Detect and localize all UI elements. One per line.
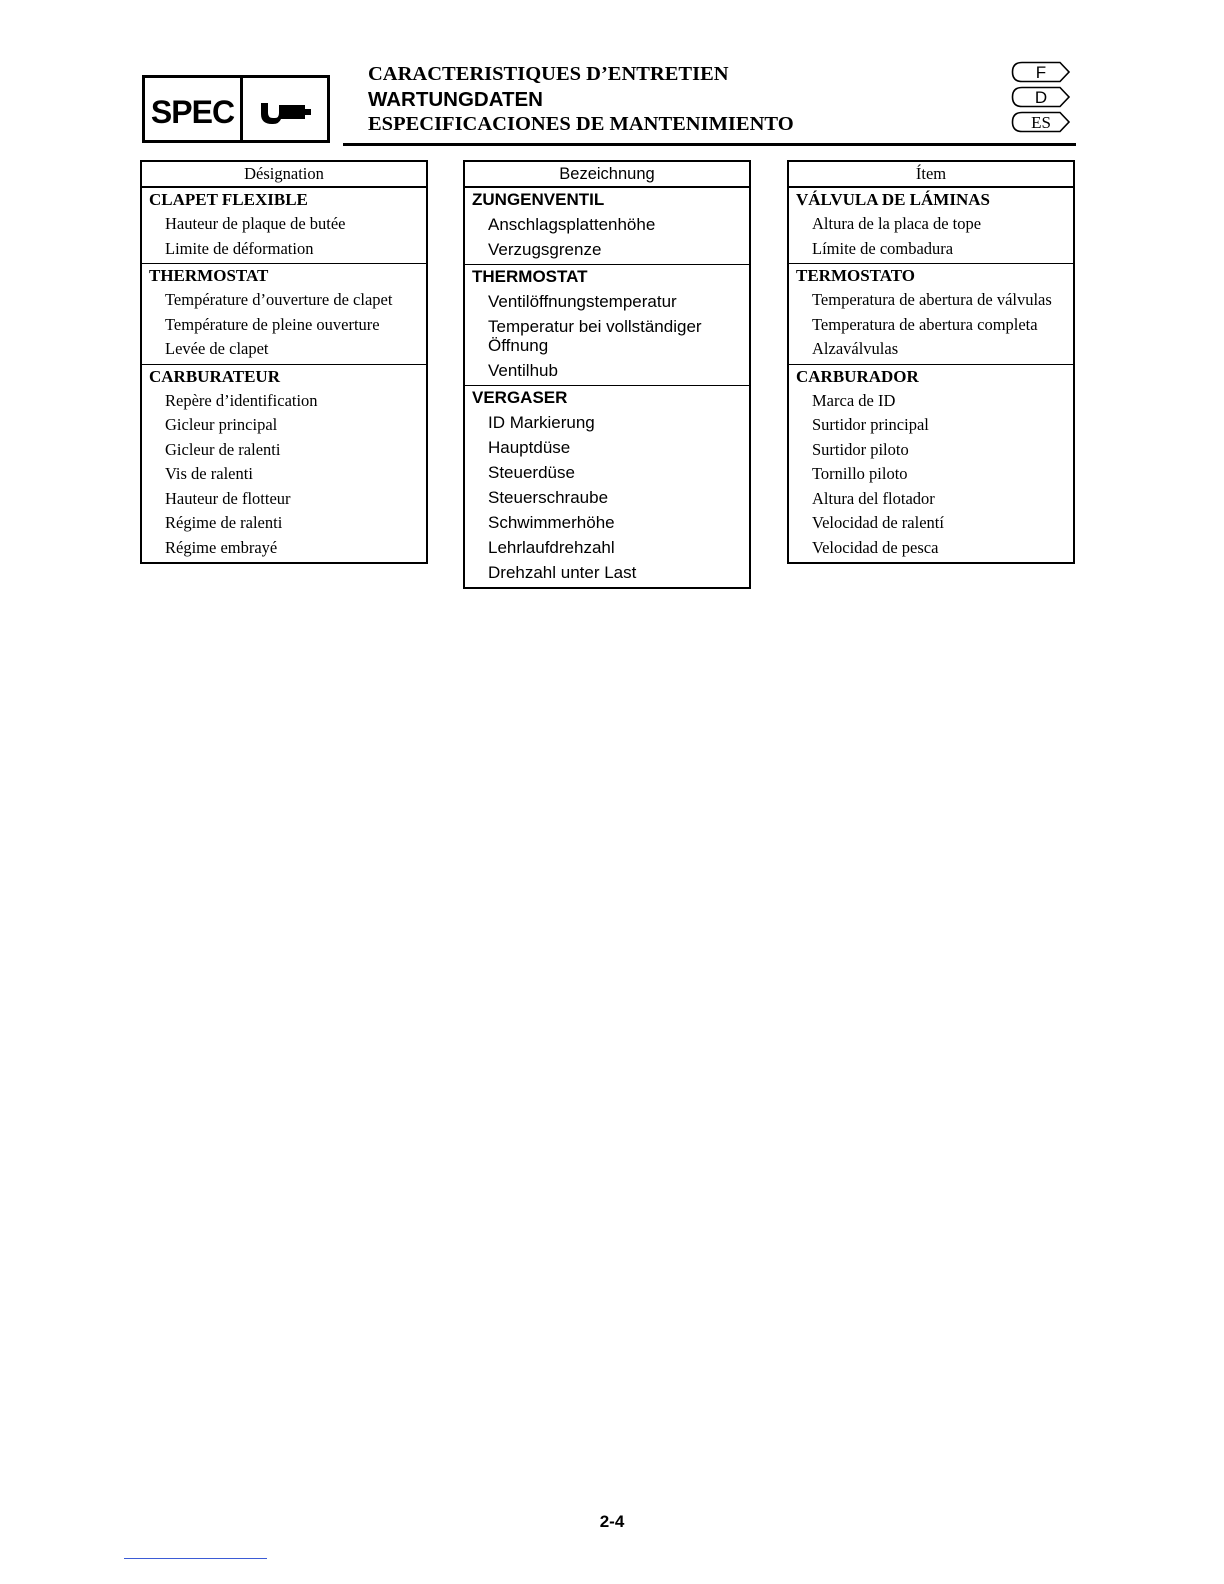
list-item: Régime embrayé [165,537,278,557]
list-item: Surtidor piloto [812,439,909,459]
table-section [789,263,1073,364]
section-title: THERMOSTAT [149,266,269,285]
footer-divider [124,1558,267,1559]
list-item: Gicleur de ralenti [165,439,281,459]
list-item: Gicleur principal [165,415,278,434]
list-item: Ventilhub [488,361,558,380]
list-item: Ventilöffnungstemperatur [488,292,677,311]
list-item: Température d’ouverture de clapet [165,290,393,309]
list-item: Hauptdüse [488,438,571,457]
language-tag-french [1011,61,1071,83]
list-item: Temperatura de abertura de válvulas [812,290,1052,309]
table-section [789,188,1073,263]
list-item: Altura de la placa de tope [812,214,982,233]
table-french [140,160,428,564]
table-header: Ítem [789,162,1073,188]
list-item: Repère d’identification [165,390,318,410]
section-title: ZUNGENVENTIL [472,190,605,209]
table-section [142,263,426,364]
table-spanish [787,160,1075,564]
list-item: Lehrlaufdrehzahl [488,538,615,557]
spec-badge [142,75,330,143]
list-item: Steuerschraube [488,488,609,507]
title-german: WARTUNGDATEN [368,88,543,111]
header-divider [343,143,1076,146]
feeler-gauge-icon [243,78,327,140]
list-item: Alzaválvulas [812,339,899,358]
language-tag-german [1011,86,1071,108]
page-titles [368,62,794,137]
list-item: Limite de déformation [165,238,314,258]
section-title: VÁLVULA DE LÁMINAS [796,190,990,209]
table-header: Désignation [142,162,426,188]
title-spanish: ESPECIFICACIONES DE MANTENIMIENTO [368,113,794,135]
list-item: Verzugsgrenze [488,240,602,259]
list-item: Schwimmerhöhe [488,513,615,532]
table-section [142,364,426,563]
list-item: Température de pleine ouverture [165,314,380,334]
table-section [142,188,426,263]
table-section [465,188,749,264]
language-tag-spanish-label: ES [1031,113,1051,132]
table-german [463,160,751,589]
list-item: Drehzahl unter Last [488,563,637,582]
list-item: Marca de ID [812,390,896,410]
spec-label: SPEC [145,78,243,140]
language-tags [1011,61,1071,136]
list-item: Velocidad de pesca [812,537,939,557]
section-title: CLAPET FLEXIBLE [149,190,308,209]
section-title: TERMOSTATO [796,266,916,285]
list-item: Temperatur bei vollständiger Öffnung [488,317,702,355]
section-title: CARBURATEUR [149,366,280,386]
list-item: Altura del flotador [812,488,935,508]
language-tag-german-label: D [1034,88,1048,107]
page-number: 2-4 [599,1512,625,1531]
list-item: Levée de clapet [165,339,269,358]
list-item: Hauteur de plaque de butée [165,214,346,233]
table-section [789,364,1073,563]
list-item: Tornillo piloto [812,464,908,483]
section-title: THERMOSTAT [472,267,588,286]
table-header: Bezeichnung [465,162,749,188]
list-item: Límite de combadura [812,238,954,258]
list-item: Steuerdüse [488,463,575,482]
list-item: ID Markierung [488,413,595,432]
table-section [465,385,749,587]
list-item: Anschlagsplattenhöhe [488,215,656,234]
language-tag-spanish [1011,111,1071,133]
list-item: Temperatura de abertura completa [812,314,1038,334]
table-section [465,264,749,385]
title-french: CARACTERISTIQUES D’ENTRETIEN [368,63,729,85]
section-title: VERGASER [472,388,568,407]
section-title: CARBURADOR [796,366,919,386]
list-item: Hauteur de flotteur [165,488,291,508]
list-item: Surtidor principal [812,415,929,434]
language-tag-french-label: F [1035,63,1047,82]
list-item: Vis de ralenti [165,464,253,483]
list-item: Régime de ralenti [165,513,283,532]
list-item: Velocidad de ralentí [812,513,944,532]
